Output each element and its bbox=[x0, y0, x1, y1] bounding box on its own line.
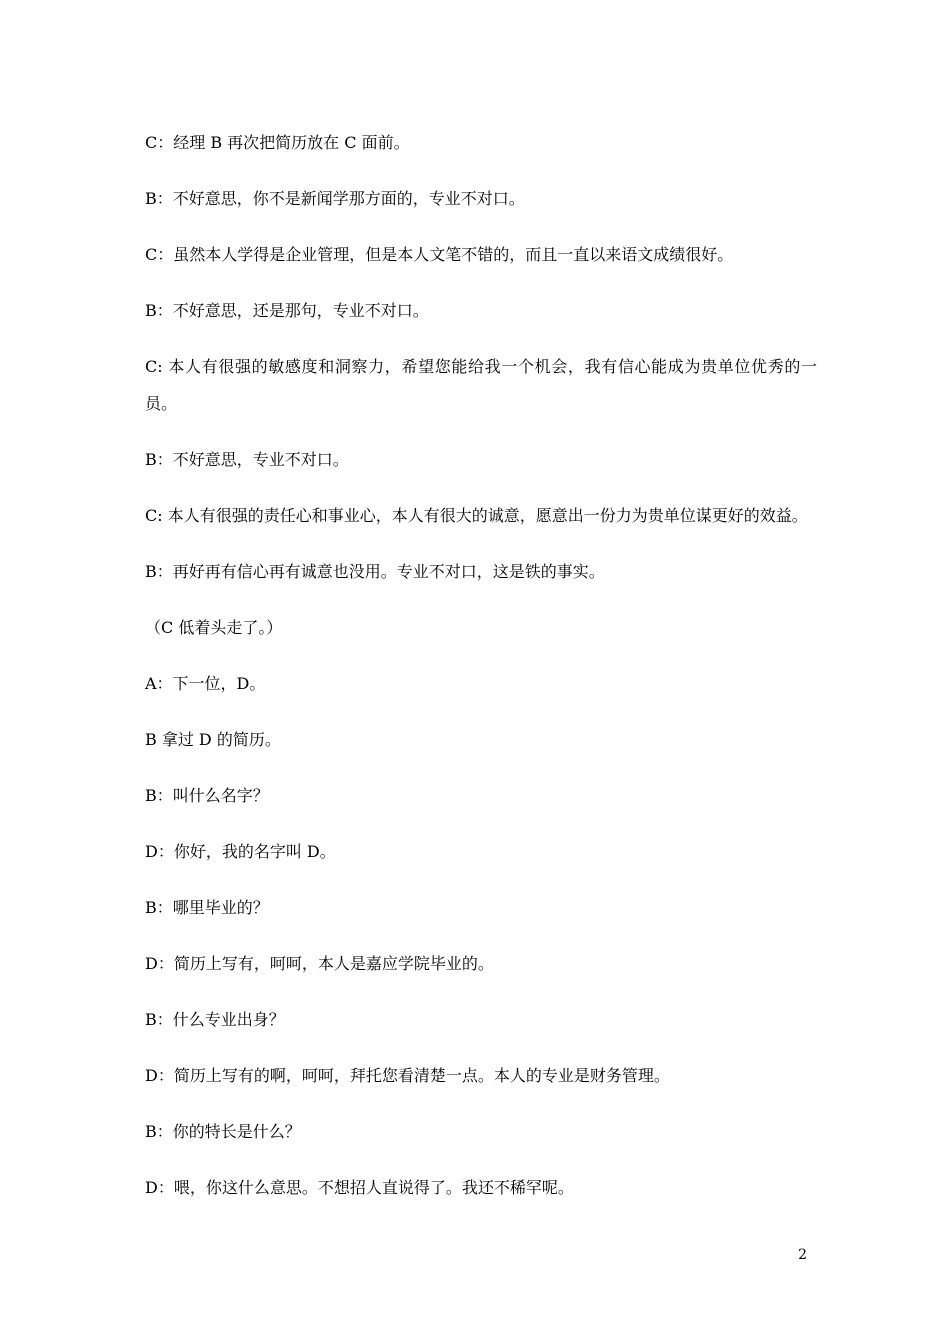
dialogue-line: C：经理 B 再次把简历放在 C 面前。 bbox=[145, 133, 410, 152]
dialogue-line: B：什么专业出身？ bbox=[145, 1010, 285, 1029]
page-number: 2 bbox=[798, 1247, 807, 1263]
dialogue-line: B：叫什么名字？ bbox=[145, 786, 269, 805]
dialogue-line: B：你的特长是什么？ bbox=[145, 1122, 301, 1141]
stage-direction: （C 低着头走了。） bbox=[145, 618, 283, 637]
dialogue-line: B：不好意思，你不是新闻学那方面的，专业不对口。 bbox=[145, 189, 525, 208]
dialogue-line: D：简历上写有的啊，呵呵，拜托您看清楚一点。本人的专业是财务管理。 bbox=[145, 1066, 670, 1085]
dialogue-line: B：不好意思，专业不对口。 bbox=[145, 450, 349, 469]
dialogue-line: B：再好再有信心再有诚意也没用。专业不对口，这是铁的事实。 bbox=[145, 562, 605, 581]
dialogue-line: B：哪里毕业的？ bbox=[145, 898, 269, 917]
stage-direction: B 拿过 D 的简历。 bbox=[145, 730, 281, 749]
dialogue-line: D：喂，你这什么意思。不想招人直说得了。我还不稀罕呢。 bbox=[145, 1178, 574, 1197]
dialogue-line: B：不好意思，还是那句，专业不对口。 bbox=[145, 301, 429, 320]
dialogue-line: D：简历上写有，呵呵，本人是嘉应学院毕业的。 bbox=[145, 954, 494, 973]
dialogue-line: D：你好，我的名字叫 D。 bbox=[145, 842, 336, 861]
dialogue-text bbox=[145, 124, 817, 1225]
dialogue-line: C: 本人有很强的责任心和事业心，本人有很大的诚意，愿意出一份力为贵单位谋更好的效益。 bbox=[145, 506, 808, 525]
dialogue-line: C: 本人有很强的敏感度和洞察力，希望您能给我一个机会，我有信心能成为贵单位优秀的一员。 bbox=[145, 357, 817, 413]
dialogue-line: A：下一位，D。 bbox=[145, 674, 266, 693]
dialogue-line: C：虽然本人学得是企业管理，但是本人文笔不错的，而且一直以来语文成绩很好。 bbox=[145, 245, 734, 264]
